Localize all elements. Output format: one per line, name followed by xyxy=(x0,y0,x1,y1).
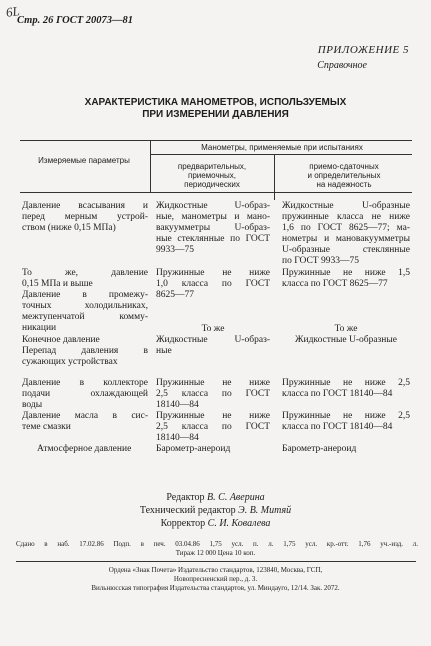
document-title-line-2: ПРИ ИЗМЕРЕНИИ ДАВЛЕНИЯ xyxy=(142,109,289,120)
column-header-preliminary: предварительных, приемочных, периодических xyxy=(177,162,247,189)
table-row-prelim: То же Жидкостные U-образ- ные xyxy=(156,324,270,356)
credits-corrector: Корректор С. И. Ковалева xyxy=(160,518,271,529)
column-group-header: Манометры, применяемые при испытаниях xyxy=(201,143,363,152)
table-row-param: Давление в коллекторе подачи охлаждающей воды xyxy=(22,378,148,410)
table-row-accept: Пружинные не ниже 2,5 класса по ГОСТ 18140—84 xyxy=(282,411,410,432)
imprint-line-2: Тираж 12 000 Цена 10 коп. xyxy=(175,549,256,557)
imprint-line-4: Новопресненский пер., д. 3. xyxy=(173,575,258,583)
table-row-prelim: Пружинные не ниже 2,5 класса по ГОСТ 18140—84 xyxy=(156,411,270,443)
table-row-prelim: Пружинные не ниже 1,0 класса по ГОСТ 8625—77 xyxy=(156,268,270,300)
table-group-rule xyxy=(150,154,412,155)
table-row-accept: Барометр-анероид xyxy=(282,444,357,454)
column-header-acceptance: приемо-сдаточных и определительных на надежность xyxy=(307,162,381,189)
table-col-divider-2 xyxy=(274,154,275,194)
page-header: Стр. 26 ГОСТ 20073—81 xyxy=(17,15,134,26)
imprint-line-1: Сдано в наб. 17.02.86 Подп. в печ. 03.04.86 1,75 усл. п. л. 1,75 усл. кр.-отт. 1,76 уч.-изд. л. xyxy=(16,540,418,548)
document-title-line-1: ХАРАКТЕРИСТИКА МАНОМЕТРОВ, ИСПОЛЬЗУЕМЫХ xyxy=(84,97,347,108)
table-header-rule xyxy=(20,192,412,193)
table-row-prelim: Жидкостные U-образ- ные, манометры и мано- вакуумметры U-образ- ные стеклянные по ГОСТ 9933—75 xyxy=(156,201,270,255)
table-col-divider-1 xyxy=(150,140,151,192)
table-row-param: Давление масла в сис- теме смазки xyxy=(22,411,148,432)
appendix-note: Справочное xyxy=(317,60,367,71)
imprint-line-5: Вильнюсская типография Издательства стандартов, ул. Миндауго, 12/14. Зак. 2072. xyxy=(91,584,340,592)
table-row-prelim: Пружинные не ниже 2,5 класса по ГОСТ 18140—84 xyxy=(156,378,270,410)
column-header-parameters: Измеряемые параметры xyxy=(38,156,130,165)
credits-editor: Редактор В. С. Аверина xyxy=(166,492,265,503)
table-row-param: Конечное давление Перепад давления в сужающих устройствах xyxy=(22,335,148,367)
table-row-accept: Жидкостные U-образные пружинные класса не ниже 1,6 по ГОСТ 8625—77; ма- нометры и мановакуумметры U-образные стеклянные по ГОСТ 9933—75 xyxy=(282,201,410,266)
appendix-title: ПРИЛОЖЕНИЕ 5 xyxy=(317,44,409,56)
imprint-line-3: Ордена «Знак Почета» Издательство стандартов, 123840, Москва, ГСП, xyxy=(108,566,323,574)
credits-tech-editor: Технический редактор Э. В. Митяй xyxy=(139,505,292,516)
table-row-prelim: Барометр-анероид xyxy=(156,444,231,454)
table-row-param: То же, давление 0,15 МПа и выше Давление в промежу- точных холодильниках, межтупенчатой комму- никации xyxy=(22,268,148,333)
handwritten-mark: 6L xyxy=(4,3,21,20)
table-row-accept: Пружинные не ниже 1,5 класса по ГОСТ 8625—77 xyxy=(282,268,410,289)
table-top-rule xyxy=(20,140,412,141)
table-row-accept: То же Жидкостные U-образные xyxy=(295,324,397,345)
table-col-divider-2-tail xyxy=(274,194,275,200)
table-row-accept: Пружинные не ниже 2,5 класса по ГОСТ 18140—84 xyxy=(282,378,410,399)
table-row-param: Атмосферное давление xyxy=(37,444,132,454)
table-row-param: Давление всасывания и перед мерным устрой- ством (ниже 0,15 МПа) xyxy=(22,201,148,233)
imprint-divider xyxy=(16,561,416,562)
